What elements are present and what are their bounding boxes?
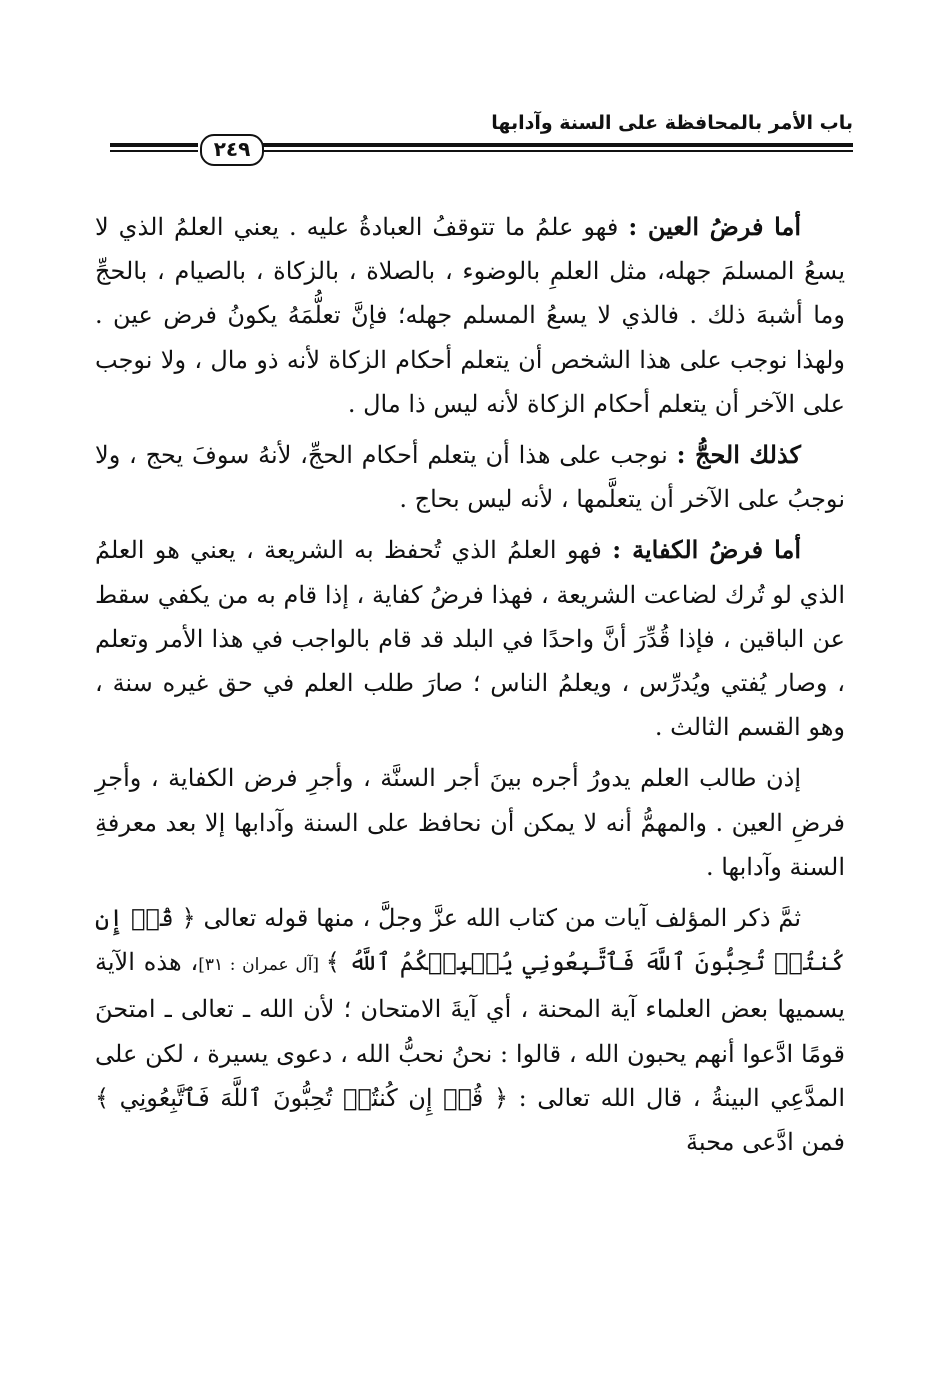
header-rule-line (255, 150, 853, 152)
paragraph-text: فهو علمُ ما تتوقفُ العبادةُ عليه . يعني العلمُ الذي لا يسعُ المسلمَ جهله، مثل العلمِ بالوضوء ، بالصلاة ، بالزكاة ، بالصيام ، بالحجِّ وما أشبهَ ذلك . فالذي لا يسعُ المسلم جهله؛ فإنَّ تعلُّمَهُ يكونُ فرض عين . ولهذا نوجب على هذا الشخص أن يتعلم أحكام الزكاة لأنه ذو مال ، ولا نوجب على الآخر أن يتعلم أحكام الزكاة لأنه ليس ذا مال . (95, 213, 845, 418)
paragraph-text: نوجب على هذا أن يتعلم أحكام الحجِّ، لأنهُ سوفَ يحج ، ولا نوجبُ على الآخر أن يتعلَّمها ، لأنه ليس بحاج . (95, 441, 845, 514)
paragraph-text: ، هذه الآية يسميها بعض العلماء آية المحنة ، أي آيةَ الامتحان ؛ لأن الله ـ تعالى ـ امتحنَ قومًا ادَّعوا أنهم يحبون الله ، قالوا : نحنُ نحبُّ الله ، دعوى يسيرة ، لكن على المدَّعِي البينةُ ، قال الله تعالى : (95, 948, 845, 1112)
paragraph-text: فهو العلمُ الذي تُحفظ به الشريعة ، يعني هو العلمُ الذي لو تُرك لضاعت الشريعة ، فهذا فرضُ كفاية ، إذا قام به من يكفي سقط عن الباقين ، فإذا قُدِّرَ أنَّ واحدًا في البلد قد قام بالواجب في هذا الأمر وتعلم ، وصار يُفتي ويُدرِّس ، ويعلمُ الناس ؛ صارَ طلب العلم في حق غيره سنة ، وهو القسم الثالث . (95, 536, 845, 742)
paragraph-text: ثمَّ ذكر المؤلف آيات من كتاب الله عزَّ وجلَّ ، منها قوله تعالى (195, 904, 801, 933)
paragraph-text: إذن طالب العلم يدورُ أجره بينَ أجر السنَّة ، وأجرِ فرض الكفاية ، وأجرِ فرضِ العين . والمهمُّ أنه لا يمكن أن نحافظ على السنة وآدابها إلا بعد معرفةِ السنة وآدابها . (95, 764, 845, 881)
paragraph-lead: أما فرضُ الكفاية : (612, 535, 801, 565)
paragraph-text: فمن ادَّعى محبةَ (685, 1128, 845, 1157)
quran-verse: ﴿ قُلۡ إِن كُنتُمۡ تُحِبُّونَ ٱللَّهَ فَٱتَّبِعُونِي يُحۡبِبۡكُمُ ٱللَّهُ ﴾ (95, 904, 846, 977)
page-body (95, 205, 845, 1171)
paragraph-fard-kifaya (95, 528, 845, 749)
paragraph-reward (95, 756, 845, 889)
page-number: ٢٤٩ (200, 134, 264, 166)
header-rule-line (255, 143, 853, 147)
quran-verse: ﴿ قُلۡ إِن كُنتُمۡ تُحِبُّونَ ٱللَّهَ فَٱتَّبِعُونِي ﴾ (95, 1083, 509, 1112)
running-header-title: باب الأمر بالمحافظة على السنة وآدابها (491, 112, 853, 134)
header-rule-line (110, 150, 198, 152)
verse-reference: [آل عمران : ٣١] (198, 955, 326, 976)
header-rule-line (110, 143, 198, 147)
paragraph-fard-ayn (95, 205, 845, 426)
header-rule (110, 138, 853, 160)
paragraph-lead: أما فرضُ العين : (628, 212, 802, 241)
paragraph-verses (95, 896, 845, 1164)
paragraph-lead: كذلك الحجُّ : (676, 440, 801, 470)
paragraph-hajj (95, 433, 845, 521)
